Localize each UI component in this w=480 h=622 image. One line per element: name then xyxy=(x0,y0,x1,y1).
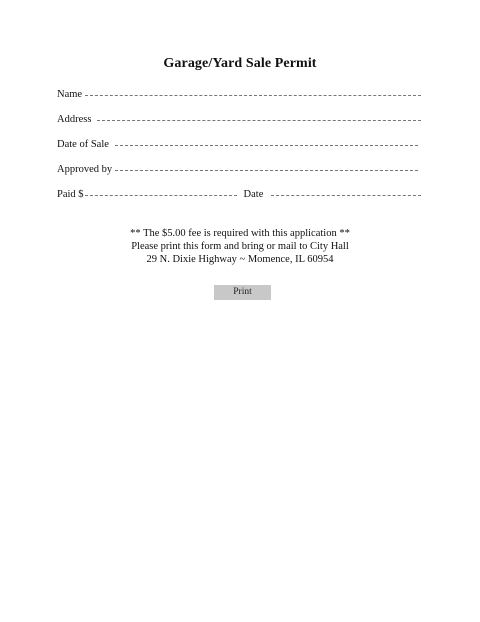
name-label: Name xyxy=(57,89,83,100)
date-input-line[interactable] xyxy=(271,194,421,196)
paid-date-row xyxy=(57,189,421,200)
approved-by-input-line[interactable] xyxy=(115,169,418,171)
date-of-sale-input-line[interactable] xyxy=(115,144,418,146)
name-input-line[interactable] xyxy=(85,94,421,96)
date-of-sale-label: Date of Sale xyxy=(57,139,109,150)
approved-by-field[interactable] xyxy=(57,164,418,175)
fee-notice-line: ** The $5.00 fee is required with this application ** xyxy=(130,228,350,239)
print-button[interactable]: Print xyxy=(214,285,271,300)
fee-notice xyxy=(0,227,480,266)
date-of-sale-field[interactable] xyxy=(57,139,418,150)
approved-by-label: Approved by xyxy=(57,164,113,175)
name-field[interactable] xyxy=(57,89,421,100)
address-label: Address xyxy=(57,114,92,125)
paid-label: Paid $ xyxy=(57,189,84,200)
page-title: Garage/Yard Sale Permit xyxy=(163,56,317,71)
paid-amount-input-line[interactable] xyxy=(85,194,237,196)
mail-instructions-line: Please print this form and bring or mail to City Hall xyxy=(131,241,349,252)
address-field[interactable] xyxy=(57,114,421,125)
date-label: Date xyxy=(243,189,264,200)
city-hall-address-line: 29 N. Dixie Highway ~ Momence, IL 60954 xyxy=(146,254,334,265)
address-input-line[interactable] xyxy=(97,119,421,121)
